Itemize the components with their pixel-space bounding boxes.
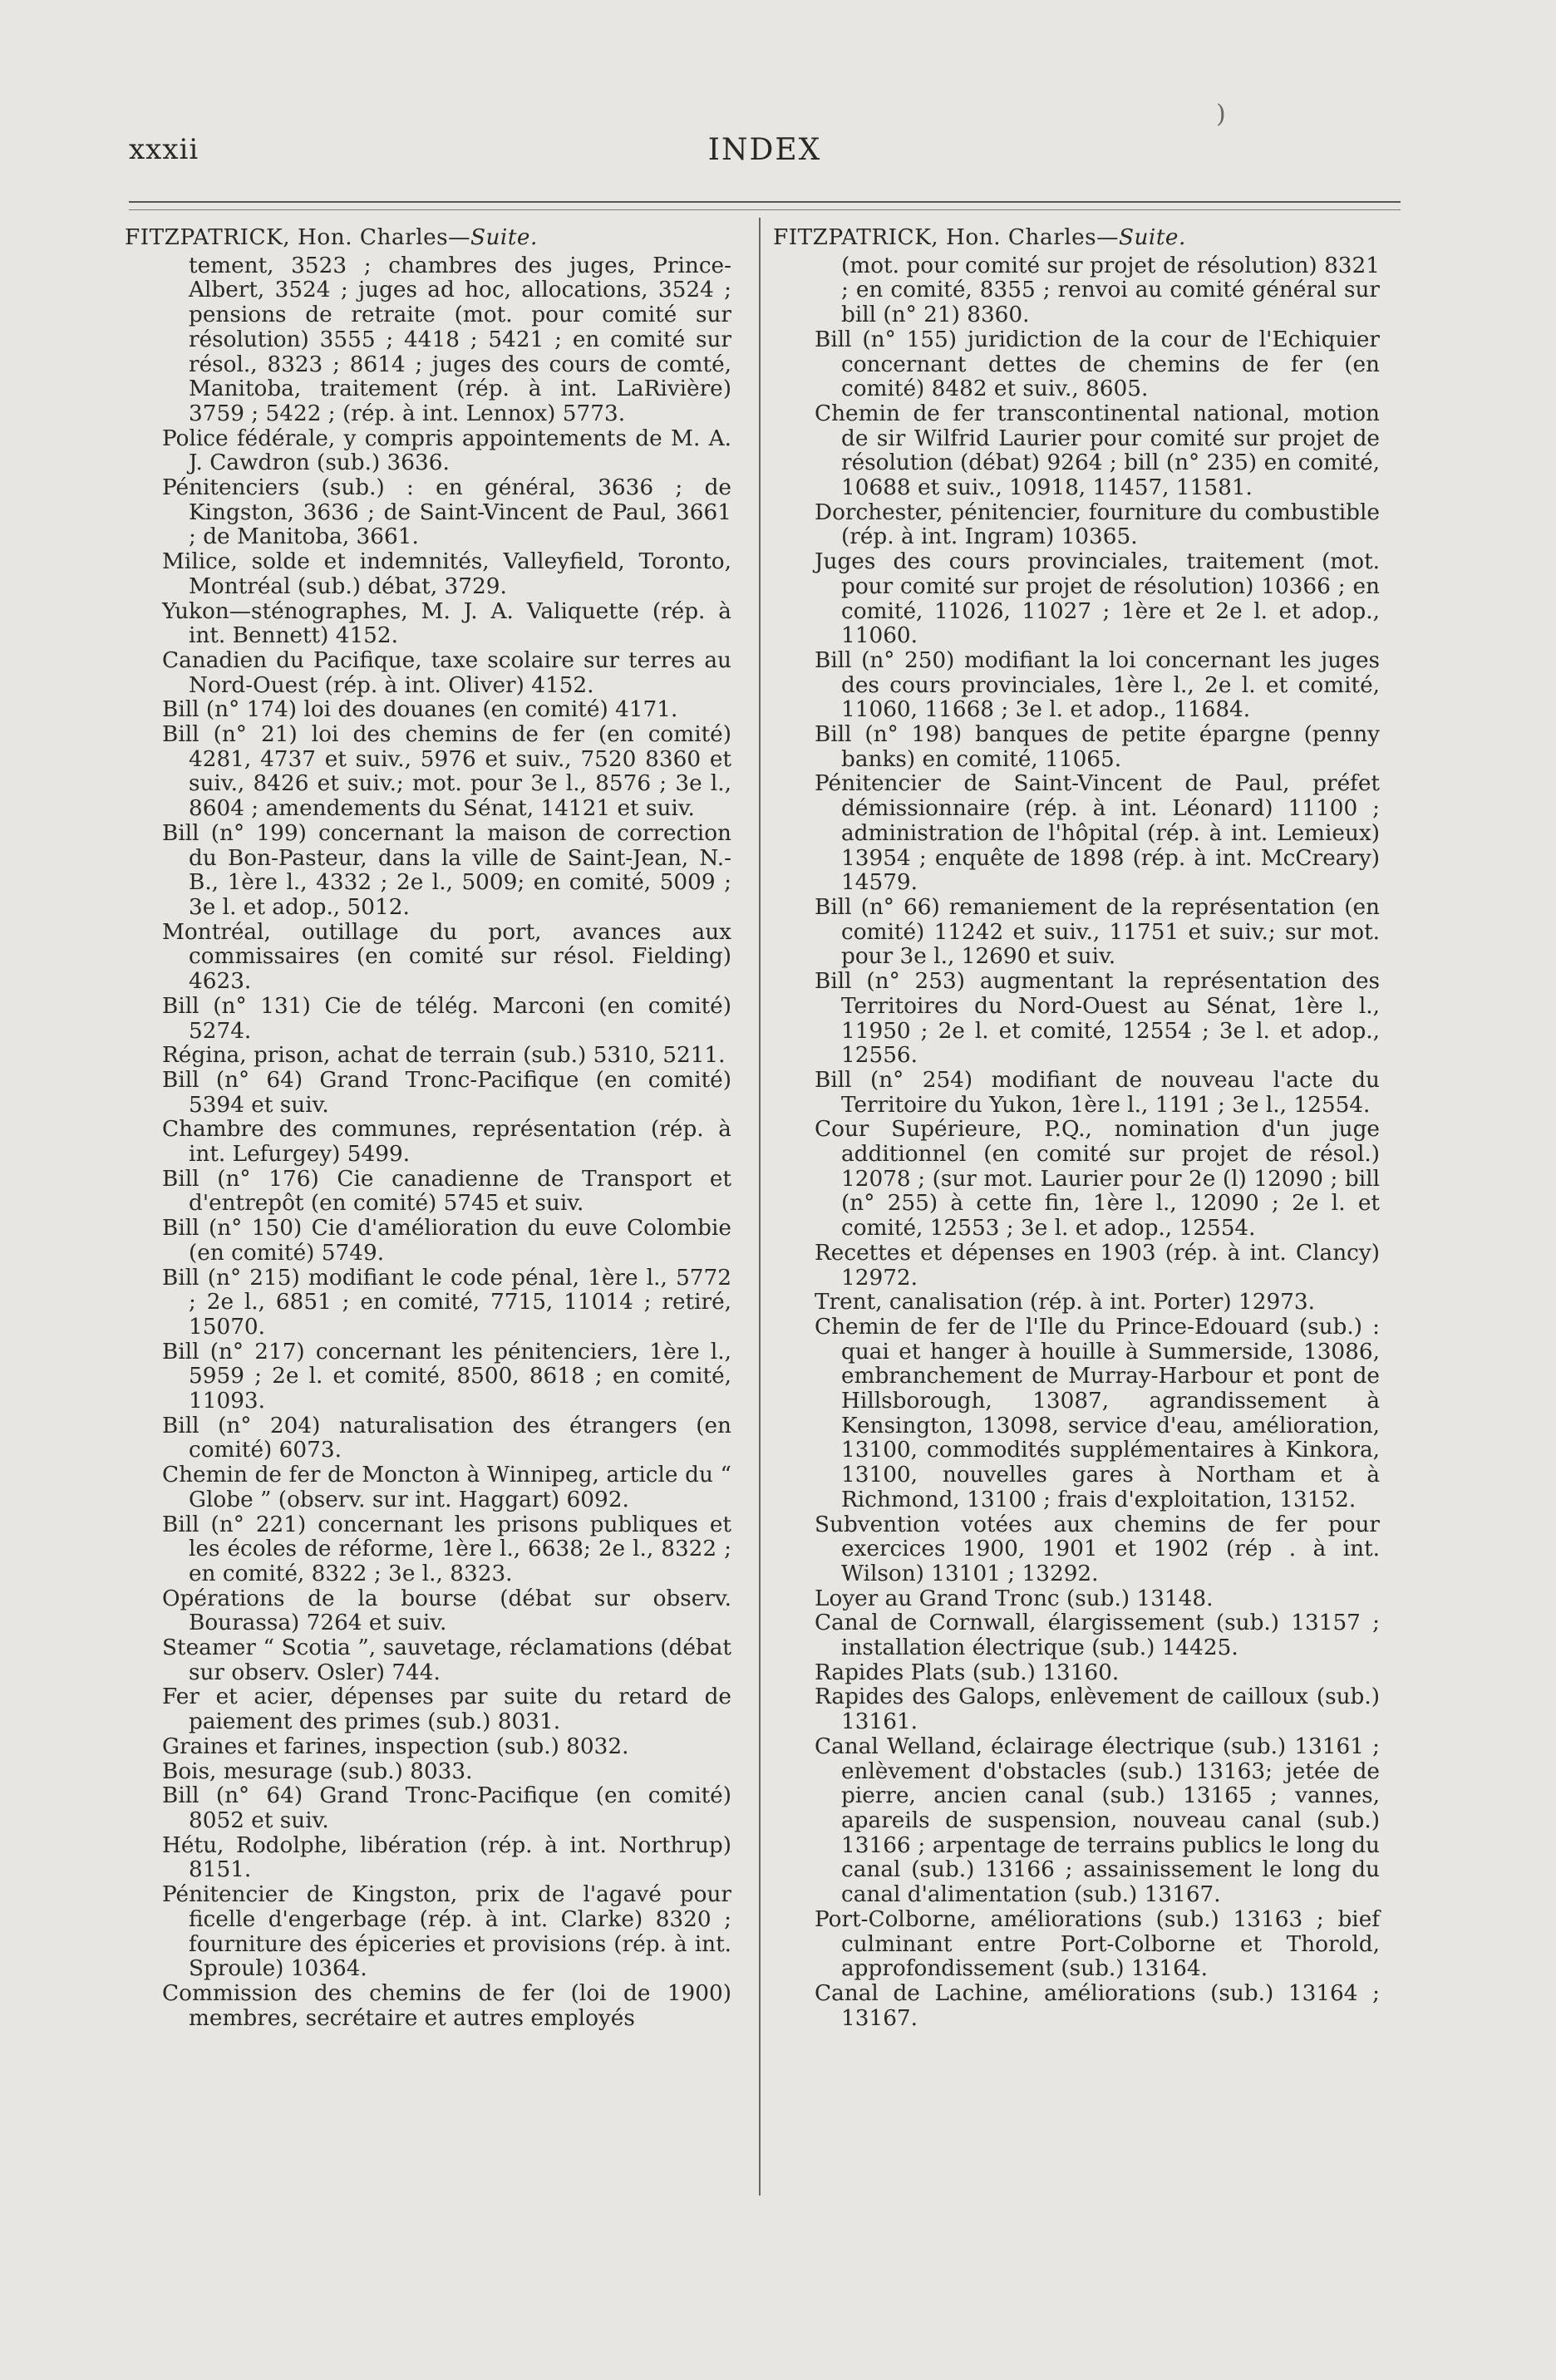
page-title: INDEX (707, 133, 822, 167)
index-entry: Bill (n° 250) modifiant la loi concernant les juges des cours provinciales, 1ère l., 2e l. et comité, 11060, 11668 ; 3e l. et adop., 11684. (815, 647, 1380, 723)
index-entry: Subvention votées aux chemins de fer pour exercices 1900, 1901 et 1902 (rép . à int. Wilson) 13101 ; 13292. (815, 1512, 1380, 1586)
index-entry: Bill (n° 217) concernant les pénitenciers, 1ère l., 5959 ; 2e l. et comité, 8500, 8618 ; en comité, 11093. (162, 1339, 731, 1414)
index-entry: Bill (n° 155) juridiction de la cour de l'Echiquier concernant dettes de chemins de fer (en comité) 8482 et suiv., 8605. (815, 327, 1380, 402)
index-entry: Bois, mesurage (sub.) 8033. (162, 1758, 473, 1784)
right-column-heading (773, 226, 1380, 251)
heading-suite: Suite. (1118, 225, 1186, 250)
index-entry: Bill (n° 150) Cie d'amélioration du euve Colombie (en comité) 5749. (162, 1216, 731, 1266)
index-entry: Bill (n° 174) loi des douanes (en comité) 4171. (162, 697, 678, 723)
index-entry: Bill (n° 21) loi des chemins de fer (en comité) 4281, 4737 et suiv., 5976 et suiv., 7520 8360 et suiv., 8426 et suiv.; mot. pour 3e l., 8576 ; 3e l., 8604 ; amendements du Sénat, 14121 et suiv. (162, 722, 731, 822)
index-entry: Dorchester, pénitencier, fourniture du combustible (rép. à int. Ingram) 10365. (815, 499, 1380, 550)
index-entry: Bill (n° 221) concernant les prisons publiques et les écoles de réforme, 1ère l., 6638; 2e l., 8322 ; en comité, 8322 ; 3e l., 8323. (162, 1512, 731, 1586)
index-entry: Cour Supérieure, P.Q., nomination d'un juge additionnel (en comité sur projet de résol.) 12078 ; (sur mot. Laurier pour 2e (l) 12090 ; bill (n° 255) à cette fin, 1ère l., 12090 ; 2e l. et comité, 12553 ; 3e l. et adop., 12554. (815, 1117, 1380, 1242)
index-entry: Pénitencier de Kingston, prix de l'agavé pour ficelle d'engerbage (rép. à int. Clarke) 8320 ; fourniture des épiceries et provisions (rép. à int. Sproule) 10364. (162, 1882, 731, 1982)
index-entry: Trent, canalisation (rép. à int. Porter) 12973. (815, 1290, 1315, 1315)
index-entry: Rapides Plats (sub.) 13160. (815, 1660, 1120, 1685)
index-entry: Bill (n° 66) remaniement de la représentation (en comité) 11242 et suiv., 11751 et suiv.; sur mot. pour 3e l., 12690 et suiv. (815, 894, 1380, 970)
index-entry: Bill (n° 131) Cie de télég. Marconi (en comité) 5274. (162, 993, 731, 1044)
index-entry: Steamer “ Scotia ”, sauvetage, réclamations (débat sur observ. Osler) 744. (162, 1635, 731, 1685)
index-entry: Loyer au Grand Tronc (sub.) 13148. (815, 1586, 1214, 1611)
left-column-heading (125, 226, 731, 251)
index-entry: Port-Colborne, améliorations (sub.) 13163 ; bief culminant entre Port-Colborne et Thorold, approfondissement (sub.) 13164. (815, 1906, 1380, 1982)
page-number: xxxii (129, 133, 199, 166)
running-head (129, 133, 1401, 183)
index-entry: Police fédérale, y compris appointements de M. A. J. Cawdron (sub.) 3636. (162, 425, 731, 476)
index-entry: Bill (n° 64) Grand Tronc-Pacifique (en comité) 5394 et suiv. (162, 1067, 731, 1118)
column-divider (759, 218, 761, 2196)
index-entry: Recettes et dépenses en 1903 (rép. à int. Clancy) 12972. (815, 1240, 1380, 1291)
index-entry: Yukon—sténographes, M. J. A. Valiquette (rép. à int. Bennett) 4152. (162, 598, 731, 649)
index-entry: Rapides des Galops, enlèvement de cailloux (sub.) 13161. (815, 1684, 1380, 1735)
index-entry: (mot. pour comité sur projet de résolution) 8321 ; en comité, 8355 ; renvoi au comité général sur bill (n° 21) 8360. (841, 253, 1380, 328)
index-entry: Pénitenciers (sub.) : en général, 3636 ; de Kingston, 3636 ; de Saint-Vincent de Paul, 3661 ; de Manitoba, 3661. (162, 475, 731, 550)
index-entry: Bill (n° 64) Grand Tronc-Pacifique (en comité) 8052 et suiv. (162, 1783, 731, 1833)
index-entry: Hétu, Rodolphe, libération (rép. à int. Northrup) 8151. (162, 1832, 731, 1883)
index-entry: Canal Welland, éclairage électrique (sub.) 13161 ; enlèvement d'obstacles (sub.) 13163; jetée de pierre, ancien canal (sub.) 13165 ; vannes, apareils de suspension, nouveau canal (sub.) 13166 ; arpentage de terrains publics le long du canal (sub.) 13166 ; assainissement le long du canal d'alimentation (sub.) 13167. (815, 1733, 1380, 1908)
left-column (125, 226, 731, 2031)
index-entry: Canadien du Pacifique, taxe scolaire sur terres au Nord-Ouest (rép. à int. Oliver) 4152. (162, 647, 731, 698)
index-entry: Bill (n° 176) Cie canadienne de Transport et d'entrepôt (en comité) 5745 et suiv. (162, 1166, 731, 1217)
index-entry: Bill (n° 254) modifiant de nouveau l'acte du Territoire du Yukon, 1ère l., 1191 ; 3e l., 12554. (815, 1067, 1380, 1118)
index-entry: Chemin de fer de l'Ile du Prince-Edouard (sub.) : quai et hanger à houille à Summerside, 13086, embranchement de Murray-Harbour et pont de Hillsborough, 13087, agrandissement à Kensington, 13098, service d'eau, amélioration, 13100, commodités supplémentaires à Kinkora, 13100, nouvelles gares à Northam et à Richmond, 13100 ; frais d'exploitation, 13152. (815, 1314, 1380, 1512)
index-entry: Montréal, outillage du port, avances aux commissaires (en comité sur résol. Fielding) 4623. (162, 919, 731, 995)
index-entry: Bill (n° 204) naturalisation des étrangers (en comité) 6073. (162, 1413, 731, 1463)
index-entry: Bill (n° 253) augmentant la représentation des Territoires du Nord-Ouest au Sénat, 1ère l., 11950 ; 2e l. et comité, 12554 ; 3e l. et adop., 12556. (815, 969, 1380, 1069)
index-entry: Chambre des communes, représentation (rép. à int. Lefurgey) 5499. (162, 1117, 731, 1168)
heading-suite: Suite. (470, 225, 538, 250)
index-entry: Bill (n° 215) modifiant le code pénal, 1ère l., 5772 ; 2e l., 6851 ; en comité, 7715, 11014 ; retiré, 15070. (162, 1265, 731, 1340)
heading-name: FITZPATRICK, Hon. Charles— (125, 225, 470, 250)
index-entry: Chemin de fer transcontinental national, motion de sir Wilfrid Laurier pour comité sur projet de résolution (débat) 9264 ; bill (n° 235) en comité, 10688 et suiv., 10918, 11457, 11581. (815, 401, 1380, 501)
index-entry: Bill (n° 199) concernant la maison de correction du Bon-Pasteur, dans la ville de Saint-Jean, N.-B., 1ère l., 4332 ; 2e l., 5009; en comité, 5009 ; 3e l. et adop., 5012. (162, 820, 731, 920)
margin-mark: ) (1216, 100, 1226, 129)
index-entry: Bill (n° 198) banques de petite épargne (penny banks) en comité, 11065. (815, 722, 1380, 772)
header-rule (129, 201, 1401, 203)
index-entry: Commission des chemins de fer (loi de 1900) membres, secrétaire et autres employés (162, 1980, 731, 2031)
index-entry: Canal de Cornwall, élargissement (sub.) 13157 ; installation électrique (sub.) 14425. (815, 1610, 1380, 1661)
header-rule-secondary (129, 209, 1401, 210)
index-entry: Fer et acier, dépenses par suite du retard de paiement des primes (sub.) 8031. (162, 1684, 731, 1735)
index-entry: Chemin de fer de Moncton à Winnipeg, article du “ Globe ” (observ. sur int. Haggart) 6092. (162, 1463, 731, 1512)
right-column (773, 226, 1380, 2031)
index-entry: Canal de Lachine, améliorations (sub.) 13164 ; 13167. (815, 1980, 1380, 2031)
index-entry: Opérations de la bourse (débat sur observ. Bourassa) 7264 et suiv. (162, 1586, 731, 1636)
heading-name: FITZPATRICK, Hon. Charles— (773, 225, 1119, 250)
index-entry: Milice, solde et indemnités, Valleyfield, Toronto, Montréal (sub.) débat, 3729. (162, 549, 731, 599)
index-entry: Graines et farines, inspection (sub.) 8032. (162, 1733, 629, 1759)
index-entry: tement, 3523 ; chambres des juges, Prince-Albert, 3524 ; juges ad hoc, allocations, 3524 ; pensions de retraite (mot. pour comité sur résolution) 3555 ; 4418 ; 5421 ; en comité sur résol., 8323 ; 8614 ; juges des cours de comté, Manitoba, traitement (rép. à int. LaRivière) 3759 ; 5422 ; (rép. à int. Lennox) 5773. (189, 253, 731, 426)
index-entry: Juges des cours provinciales, traitement (mot. pour comité sur projet de résolution) 10366 ; en comité, 11026, 11027 ; 1ère et 2e l. et adop., 11060. (815, 549, 1380, 649)
index-entry: Régina, prison, achat de terrain (sub.) 5310, 5211. (162, 1043, 726, 1069)
index-entry: Pénitencier de Saint-Vincent de Paul, préfet démissionnaire (rép. à int. Léonard) 11100 ; administration de l'hôpital (rép. à int. Lemieux) 13954 ; enquête de 1898 (rép. à int. McCreary) 14579. (815, 771, 1380, 896)
